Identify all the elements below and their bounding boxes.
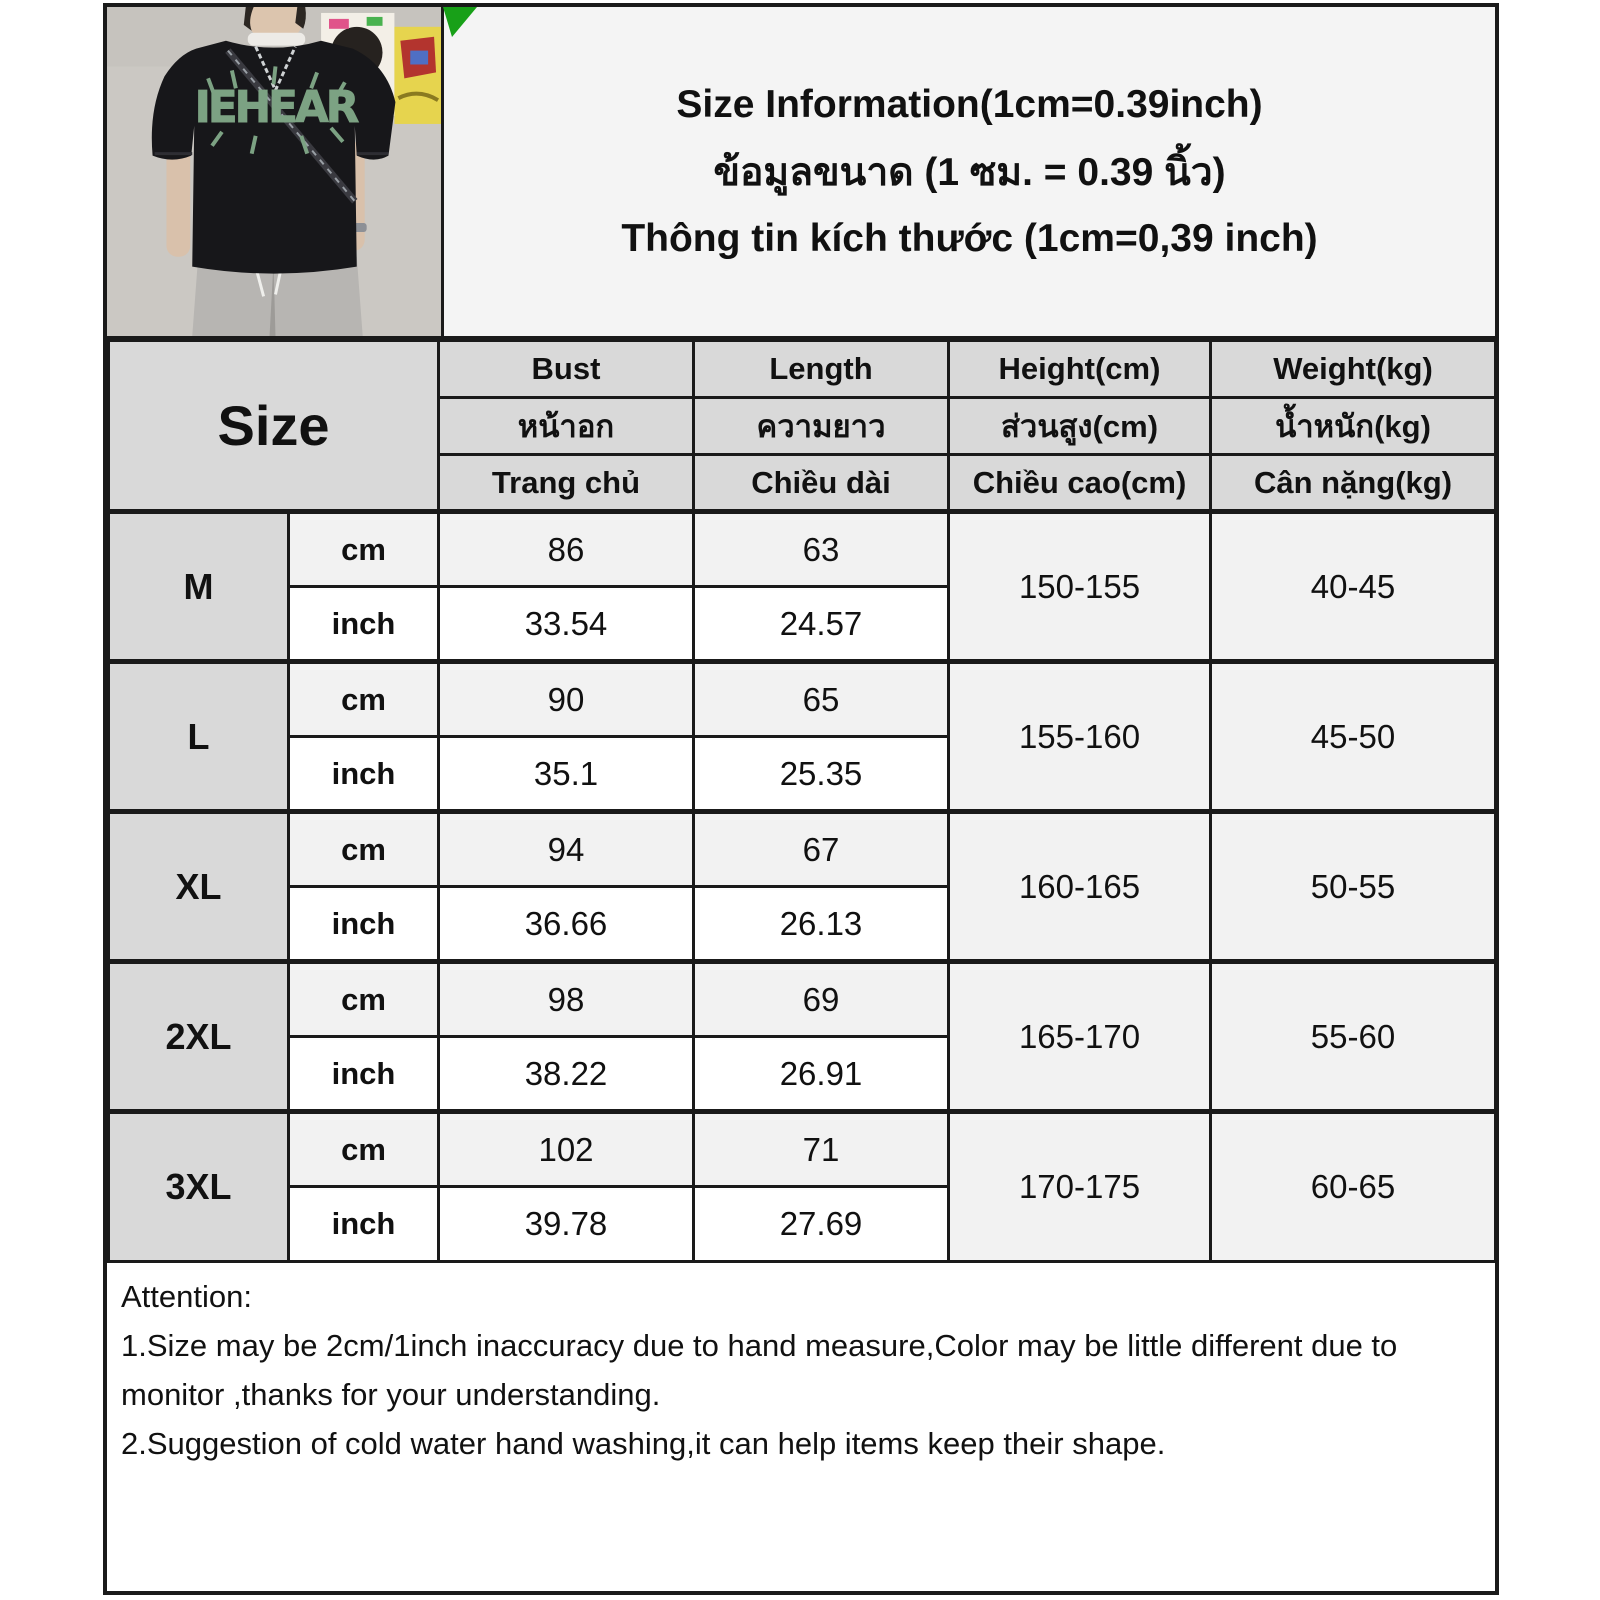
size-cell: L [109, 662, 289, 812]
bust-cm-value: 90 [439, 662, 694, 737]
green-corner-icon [443, 7, 479, 39]
size-table [107, 339, 1497, 1263]
attention-heading: Attention: [121, 1279, 252, 1314]
bust-inch-value: 36.66 [439, 887, 694, 962]
title-english: Size Information(1cm=0.39inch) [676, 82, 1263, 126]
length-cm-value: 69 [694, 962, 949, 1037]
weight-range-value: 45-50 [1211, 662, 1496, 812]
weight-range-value: 50-55 [1211, 812, 1496, 962]
weight-range-value: 55-60 [1211, 962, 1496, 1112]
height-range-value: 165-170 [949, 962, 1211, 1112]
col-header-length-vi: Chiều dài [694, 455, 949, 512]
size-chart-sheet [103, 3, 1499, 1595]
bust-inch-value: 38.22 [439, 1037, 694, 1112]
size-cell: XL [109, 812, 289, 962]
title-block [444, 7, 1495, 336]
bust-cm-value: 94 [439, 812, 694, 887]
unit-inch-cell: inch [289, 587, 439, 662]
bust-cm-value: 98 [439, 962, 694, 1037]
col-header-height-vi: Chiều cao(cm) [949, 455, 1211, 512]
length-inch-value: 25.35 [694, 737, 949, 812]
col-header-length-en: Length [694, 341, 949, 398]
size-header-cell: Size [109, 341, 439, 512]
table-row [109, 962, 1496, 1037]
bust-cm-value: 86 [439, 512, 694, 587]
col-header-weight-vi: Cân nặng(kg) [1211, 455, 1496, 512]
length-cm-value: 71 [694, 1112, 949, 1187]
col-header-height-en: Height(cm) [949, 341, 1211, 398]
length-cm-value: 63 [694, 512, 949, 587]
table-row [109, 662, 1496, 737]
unit-cm-cell: cm [289, 962, 439, 1037]
table-row [109, 1112, 1496, 1187]
length-inch-value: 27.69 [694, 1187, 949, 1262]
size-cell: M [109, 512, 289, 662]
product-photo [107, 7, 444, 336]
attention-note-2: 2.Suggestion of cold water hand washing,it can help items keep their shape. [121, 1425, 1166, 1461]
poster-right-icon [394, 27, 441, 124]
size-cell: 2XL [109, 962, 289, 1112]
height-range-value: 155-160 [949, 662, 1211, 812]
col-header-weight-th: น้ำหนัก(kg) [1211, 398, 1496, 455]
col-header-length-th: ความยาว [694, 398, 949, 455]
collar-shape [248, 33, 305, 46]
col-header-bust-en: Bust [439, 341, 694, 398]
weight-range-value: 40-45 [1211, 512, 1496, 662]
table-row [109, 512, 1496, 587]
title-vietnamese: Thông tin kích thước (1cm=0,39 inch) [621, 216, 1318, 260]
size-cell: 3XL [109, 1112, 289, 1262]
bust-inch-value: 33.54 [439, 587, 694, 662]
unit-inch-cell: inch [289, 1187, 439, 1262]
attention-note-1: 1.Size may be 2cm/1inch inaccuracy due to hand measure,Color may be little different due to monitor ,thanks for your understanding. [121, 1327, 1398, 1412]
unit-cm-cell: cm [289, 1112, 439, 1187]
col-header-height-th: ส่วนสูง(cm) [949, 398, 1211, 455]
length-inch-value: 26.13 [694, 887, 949, 962]
header-row-en [109, 341, 1496, 398]
unit-inch-cell: inch [289, 1037, 439, 1112]
top-block [107, 7, 1495, 339]
attention-block [107, 1263, 1495, 1591]
col-header-bust-th: หน้าอก [439, 398, 694, 455]
product-photo-illustration [107, 7, 441, 336]
length-cm-value: 65 [694, 662, 949, 737]
length-cm-value: 67 [694, 812, 949, 887]
unit-inch-cell: inch [289, 737, 439, 812]
col-header-weight-en: Weight(kg) [1211, 341, 1496, 398]
table-row [109, 812, 1496, 887]
left-arm-shape [166, 146, 190, 257]
weight-range-value: 60-65 [1211, 1112, 1496, 1262]
height-range-value: 150-155 [949, 512, 1211, 662]
col-header-bust-vi: Trang chủ [439, 455, 694, 512]
height-range-value: 160-165 [949, 812, 1211, 962]
unit-cm-cell: cm [289, 512, 439, 587]
bust-inch-value: 39.78 [439, 1187, 694, 1262]
unit-cm-cell: cm [289, 812, 439, 887]
unit-cm-cell: cm [289, 662, 439, 737]
svg-text:IEHEAR: IEHEAR [194, 82, 357, 133]
title-thai: ข้อมูลขนาด (1 ซม. = 0.39 นิ้ว) [713, 150, 1226, 194]
length-inch-value: 26.91 [694, 1037, 949, 1112]
height-range-value: 170-175 [949, 1112, 1211, 1262]
bust-cm-value: 102 [439, 1112, 694, 1187]
length-inch-value: 24.57 [694, 587, 949, 662]
bust-inch-value: 35.1 [439, 737, 694, 812]
unit-inch-cell: inch [289, 887, 439, 962]
